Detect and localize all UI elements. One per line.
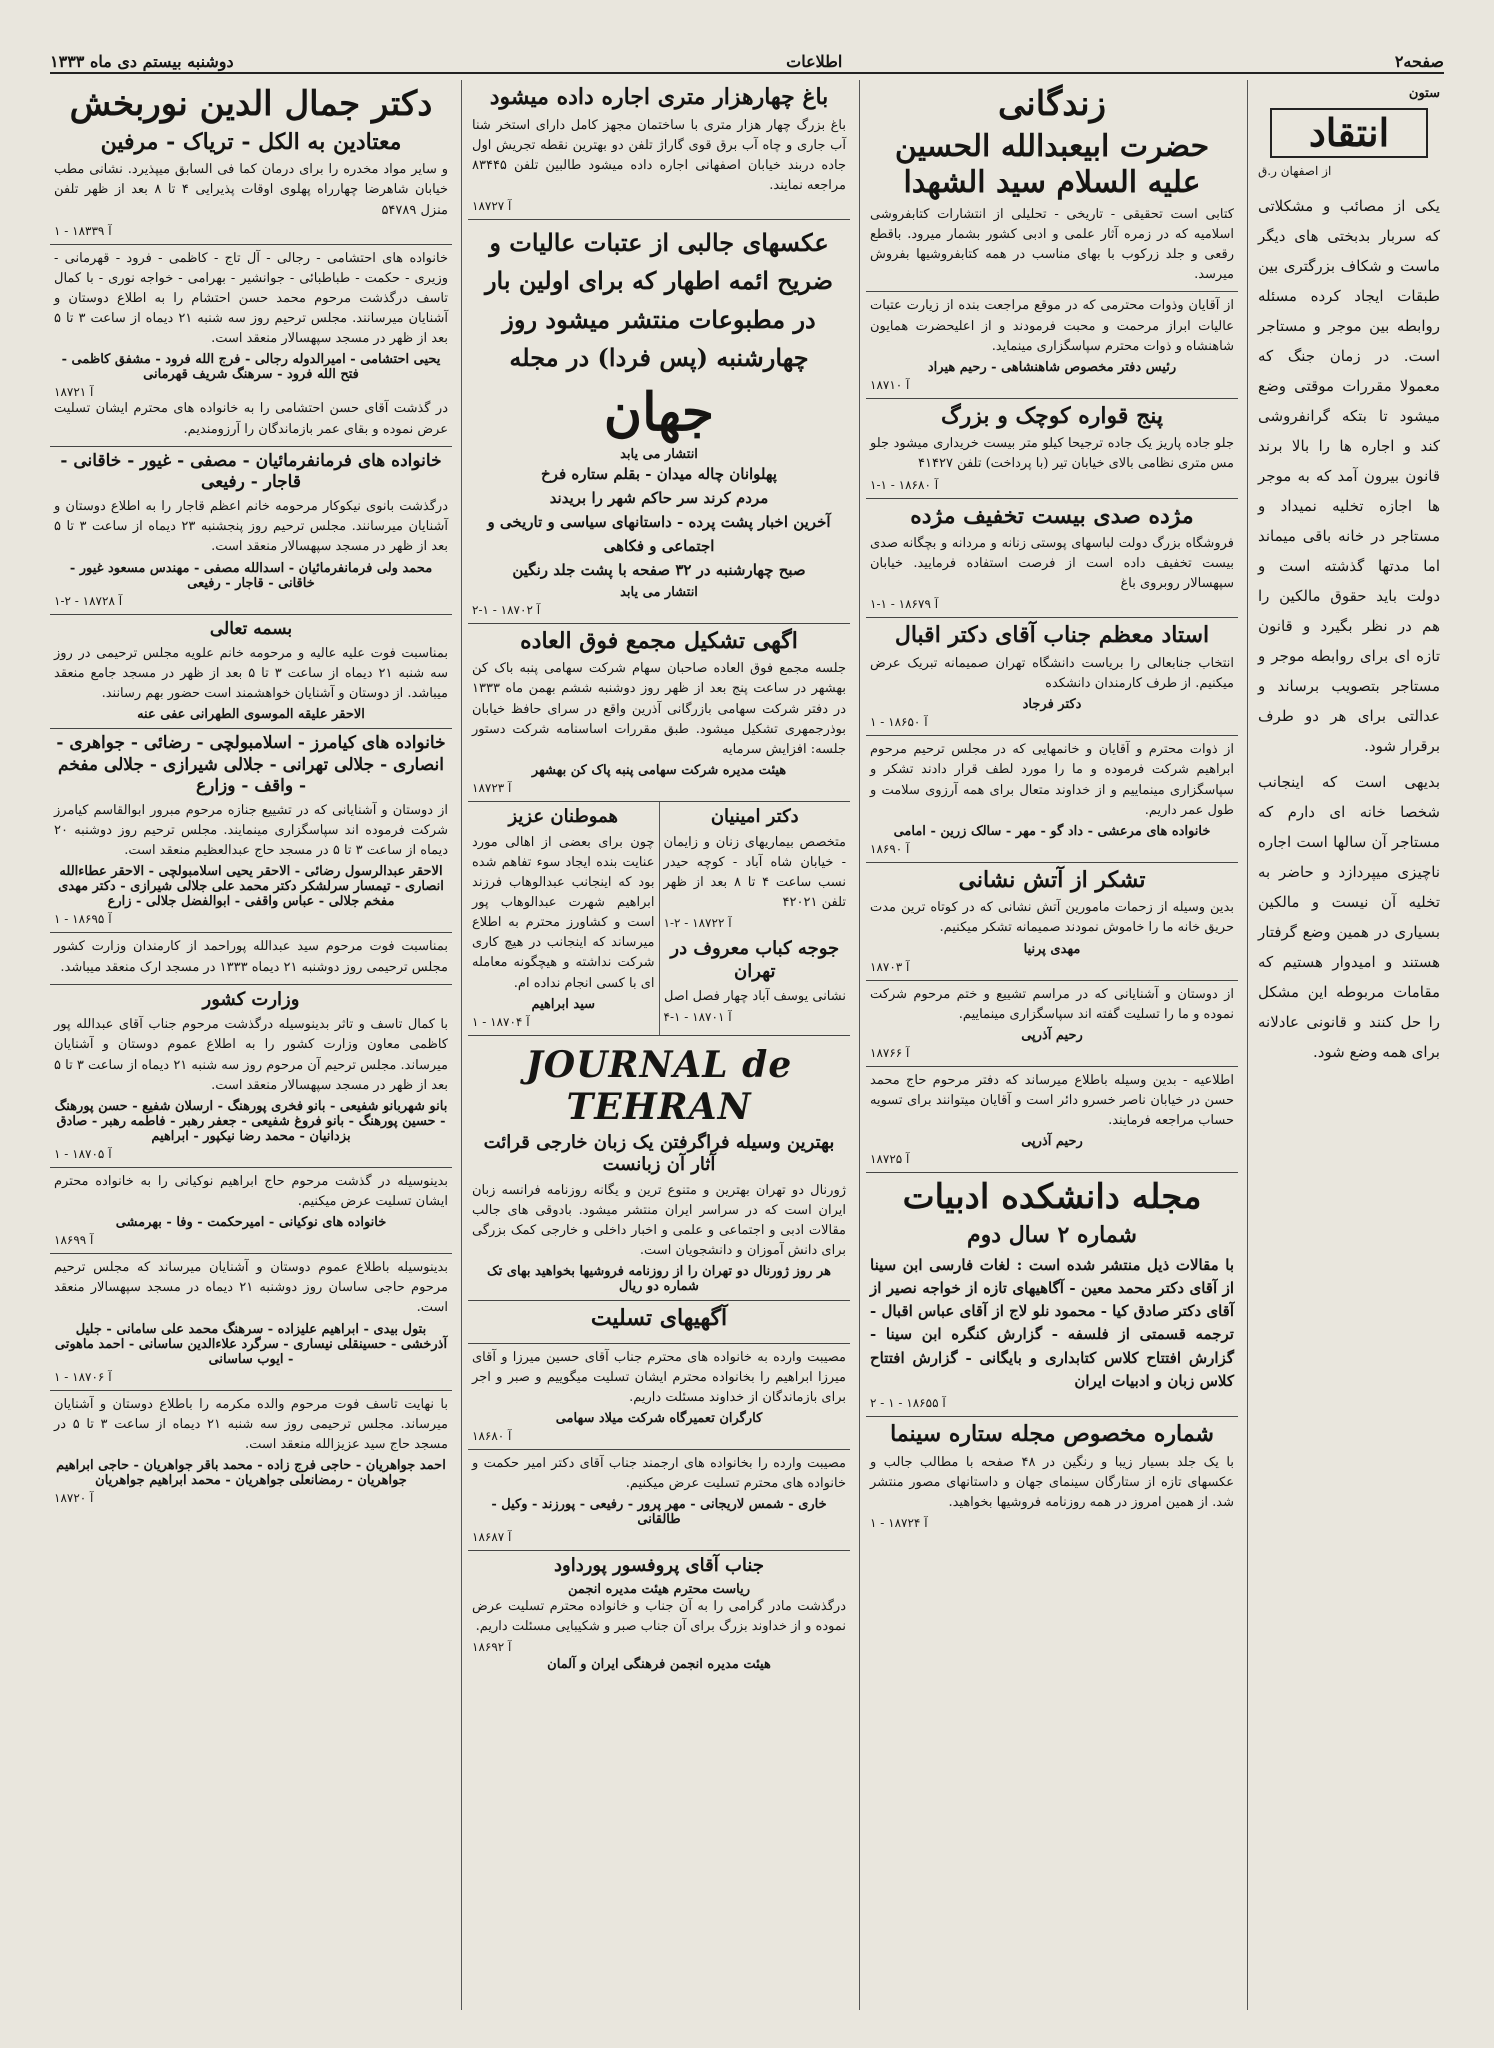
obituary-7-signature: بتول بیدی - ابراهیم علیزاده - سرهنگ محمد علی سامانی - جلیل آذرخشی - حسینقلی نیساری - سرگرد علاءالدین ساسانی - احمد ماهوتی - ایوب ساسانی [54,1321,448,1367]
obituary-5 [50,933,452,984]
book-name: حضرت ابیعبدالله الحسین علیه السلام سید الشهدا [894,128,1210,200]
obituary-1-note: در گذشت آقای حسن احتشامی را به خانواده های محترم ایشان تسلیت عرض نموده و بقای عمر بازماندگان را آرزومندیم. [54,401,448,437]
land-code: آ ۱۸۶۸۰ - ۱-۱ [870,477,939,492]
obituary-4-code: آ ۱۸۶۹۵ - ۱ [54,912,112,927]
magazine-body: با مقالات ذیل منتشر شده است : لغات فارسی ابن سینا از آقای دکتر محمد معین - آگاهیهای تازه از خواجه نصیر از آقای دکتر صادق کیا - محمود نلو لاج از آقای عباس اقبال - ترجمه قسمتی از فلسفه - گزارش کنگره ابن سینا - گزارش افتتاح کلاس کتابداری و بایگانی - گزارش افتتاح کلاس زبان و ادبیات ایران [870,1255,1234,1390]
obituary-1-body: خانواده های احتشامی - رجالی - آل تاج - کاظمی - فرود - قهرمانی - وزیری - حکمت - طباطبائی - جوانشیر - بهرامی - خواجه نوری - با کمال تاسف درگذشت مرحوم محمد حسن احتشام را به اطلاع دوستان و آشنایان میرسانند. مجلس ترحیم روز سه شنبه ۲۱ دیماه از ساعت ۳ تا ۵ بعد از ظهر در مسجد سپهسالار منعقد است. [54,250,448,347]
announcement-code: آ ۱۸۷۱۰ [870,377,910,392]
doctor-nourbakhsh-ad [50,80,452,245]
interior-ministry-ad [50,985,452,1168]
assembly-ad [468,624,850,802]
interior-ministry-body: با کمال تاسف و تاثر بدینوسیله درگذشت مرحوم جناب آقای عبدالله پور کاظمی معاون وزارت کشور را به اطلاع عموم دوستان و آشنایان میرساند. مجلس ترحیم آن مرحوم روز سه شنبه ۲۱ دیماه از ساعت ۳ تا ۵ بعد از ظهر در مسجد سپهسالار منعقد است. [54,1017,448,1093]
aminian-body: متخصص بیماریهای زنان و زایمان - خیابان شاه آباد - کوچه حیدر نسب ساعت ۴ تا ۸ بعد از ظهر تلفن ۴۲۰۲۱ [663,834,847,910]
condolence-3-title: جناب آقای پروفسور پورداود [554,1555,764,1577]
assembly-code: آ ۱۸۷۲۳ [472,781,512,796]
magazine-title: مجله دانشکده ادبیات [902,1177,1202,1218]
obituary-6-code: آ ۱۸۶۹۹ [54,1233,94,1248]
announcement-signature: رئیس دفتر مخصوص شاهنشاهی - رحیم هیراد [927,359,1177,375]
journal-body: ژورنال دو تهران بهترین و متنوع ترین و یگانه روزنامه فرانسه زبان ایران است که در سراسر ایران منتشر میشود. بادوقی های جالب مقالات ادبی و اجتماعی و علمی و اخبار داخلی و خارجی کمک بزرگی برای دانش آموزان و دانشجویان است. [472,1182,846,1259]
column-4 [50,80,452,2010]
condolence-3-body: درگذشت مادر گرامی را به آن جناب و خانواده محترم تسلیت عرض نموده و از خداوند بزرگ برای آن جناب صبر و شکیبایی مسئلت داریم. [472,1598,846,1635]
obituary-5-body: بمناسبت فوت مرحوم سید عبدالله پوراحمد از کارمندان وزارت کشور مجلس ترحیمی روز دوشنبه ۲۱ دیماه ۱۳۳۳ در مسجد ارک منعقد میباشد. [54,939,448,975]
garden-title: باغ چهارهزار متری اجاره داده میشود [489,84,829,110]
obituary-8-body: با نهایت تاسف فوت مرحوم والده مکرمه را باطلاع دوستان و آشنایان میرساند. مجلس ترحیمی روز سه شنبه ۲۱ دیماه از ساعت ۳ تا ۵ در مسجد حاج سید عزیزالله منعقد است. [54,1396,448,1452]
assembly-body: جلسه مجمع فوق العاده صاحبان سهام شرکت سهامی پنبه باک کن بهشهر در ساعت پنج بعد از ظهر روز دوشنبه ششم بهمن ماه ۱۳۳۳ در دفتر شرکت سهامی بازرگانی آذرین واقع در سرای حافظ خیابان بوذرجمهری تشکیل میشود. طبق مقررات اساسنامه شرکت دستور جلسه: افزایش سرمایه [472,661,846,757]
critique-text-2: بدیهی است که اینجانب شخصا خانه ای دارم که مستاجر آن سالها است اجاره ناچیزی میپردازد و حاضر به تخلیه آن نیست و مالکین بسیاری در همین وضع گرفتار هستند و امیدوار هستیم که مقامات مربوطه این مشکل را حل کنند و قانونی عادلانه برای همه وضع شود. [1258,772,1440,1061]
column-title: انتقاد [1270,108,1428,158]
critique-header [1254,80,1444,187]
condolence-2-signature: خاری - شمس لاریجانی - مهر پرور - رفیعی - پورزند - وکیل - طالقانی [491,1497,827,1528]
obituary-8 [50,1391,452,1511]
condolence-2-body: مصیبت وارده را بخانواده های ارجمند جناب آقای دکتر امیر حکمت و خانواده های محترم تسلیت عرض میکنیم. [472,1456,846,1492]
condolence-3 [468,1551,850,1678]
office-ad [866,1067,1238,1173]
assembly-signature: هیئت مدیره شرکت سهامی پنبه پاک کن بهشهر [531,763,787,779]
obituary-2-body: درگذشت بانوی نیکوکار مرحومه خانم اعظم قاجار را به اطلاع دوستان و آشنایان میرسانند. مجلس ترحیم روز پنجشنبه ۲۳ دیماه از ساعت ۳ تا ۵ بعد از ظهر در مسجد سپهسالار منعقد است. [54,499,448,555]
cinema-code: آ ۱۸۷۲۴ - ۱ [870,1516,928,1531]
kebab-code: آ ۱۸۷۰۱ - ۱-۴ [663,1010,732,1025]
thanks-signature: خانواده های مرعشی - داد گو - مهر - سالک زرین - امامی [893,823,1211,839]
compatriots-ad [468,802,659,1036]
small-ads-row [468,802,850,1036]
obituary-1 [50,245,452,447]
column-3 [461,80,850,2010]
page-number: صفحه۲ [1394,51,1444,71]
obituary-3-signature: الاحقر علیقه الموسوی الطهرانی عفی عنه [137,707,365,723]
condolence-2 [468,1450,850,1551]
book-desc: کتابی است تحقیقی - تاریخی - تحلیلی از انتشارات کتابفروشی اسلامیه که در زمره آثار علمی و ادبی کشور بشمار میرود. باقطع رقعی و جلد زرکوب با بهای مناسب در همه کتابفروشیها بفروش میرسد. [870,206,1234,283]
compatriots-title: هموطنان عزیز [508,806,619,828]
discount-title: مژده صدی بیست تخفیف مژده [910,502,1194,529]
congrats-ad [866,618,1238,736]
condolence-3-signature: هیئت مدیره انجمن فرهنگی ایران و آلمان [547,1657,771,1673]
land-body: جلو جاده پاریز یک جاده ترجیحا کیلو متر بیست خریداری میشود جلو مس متری نظامی بالای خیابان تیر (با پرداخت) تلفن ۴۱۴۲۷ [870,436,1234,472]
firefighter-code: آ ۱۸۷۰۳ [870,959,910,974]
kebab-body: نشانی یوسف آباد چهار فصل اصل [663,989,846,1005]
obituary-4 [50,729,452,933]
firefighter-signature: مهدی پرنیا [1023,941,1081,957]
doctor-specialty: معتادین به الکل - تریاک - مرفین [100,128,402,155]
issue-date: دوشنبه بیستم دی ماه ۱۳۳۳ [50,51,234,71]
condolence-1-signature: کارگران تعمیرگاه شرکت میلاد سهامی [555,1411,763,1427]
office-code: آ ۱۸۷۲۵ [870,1152,910,1167]
obituary-2 [50,447,452,615]
firefighter-body: بدین وسیله از زحمات مامورین آتش نشانی که در کوتاه ترین مدت حریق خانه ما را خاموش نمودند صمیمانه تشکر میکنیم. [870,900,1234,936]
condolence-ad-small [866,981,1238,1067]
obituary-4-body: از دوستان و آشنایانی که در تشییع جنازه مرحوم مبرور ابوالقاسم کیامرز شرکت فرموده اند سپاسگزاری مینمایند. مجلس ترحیم روز دوشنبه ۲۰ دیماه از ساعت ۳ تا ۵ در مسجد حاج عبدالعظیم منعقد است. [54,803,448,859]
announcement-text: از آقایان وذوات محترمی که در موقع مراجعت بنده از زیارت عتبات عالیات ابراز مرحمت و محبت فرمودند و از اعلیحضرت همایون شاهنشاه و ذوات محترم سپاسگزاری مینماید. [870,298,1234,354]
book-title: زندگانی [997,84,1107,124]
compatriots-body: چون برای بعضی از اهالی مورد عنایت بنده ایجاد سوء تفاهم شده بود که اینجانب عبدالوهاب فرزند ابراهیم شهرت عبدالوهاب پور است و کشاورز محترم به اطلاع میرساند که اینجانب در هیچ کاری شرکت نداشته و هیچگونه معامله ای با کسی انجام نداده ام. [472,834,655,991]
aminian-title: دکتر امینیان [710,806,799,828]
interior-ministry-code: آ ۱۸۷۰۵ - ۱ [54,1146,112,1161]
obituary-1-code: آ ۱۸۷۲۱ [54,385,94,400]
congrats-signature: دکتر فرجاد [1022,697,1082,713]
discount-code: آ ۱۸۶۷۹ - ۱-۱ [870,597,939,612]
critique-text: یکی از مصائب و مشکلاتی که سربار بدبختی های دیگر ماست و شکاف بزرگتری بین طبقات ایجاد کرده مسئله روابطه بین موجر و مستاجر است. در زمان جنگ که معمولا مقررات موقتی وضع میشود تا بتکه گرانفروشی کند و اجاره ها را بالا برند قانون بیرون آمد که به موجر ها اجازه تخلیه نمیداد و مستاجر در خانه باقی میماند اما مدتها گذشته است و دولت باید حقوق مالکین را هم در نظر بگیرد و قانون تازه ای برای روابطه موجر و مستاجر بتصویب برساند و عدالتی برای هر دو طرف برقرار شود. [1258,196,1440,755]
condolences-header [468,1301,850,1344]
column-label: ستون [1408,86,1440,101]
announcement-ad [866,292,1238,398]
obituary-4-title: خانواده های کیامرز - اسلامبولچی - رضائی - جواهری - انصاری - جلالی تهرانی - جلالی شیرازی - جلالی مفخم - واقف - وزارع [56,733,446,796]
land-title: پنج قواره کوچک و بزرگ [940,402,1164,429]
obituary-8-signature: احمد جواهریان - حاجی فرج زاده - محمد باقر جواهریان - حاجی ابراهیم جواهریان - رمضانعلی جواهریان - محمد ابراهیم جواهریان [56,1457,446,1488]
condolence-small-body: از دوستان و آشنایانی که در مراسم تشییع و ختم مرحوم شرکت نموده و ما را تسلیت گفته اند سپاسگزاری مینماییم. [870,986,1234,1022]
obituary-4-signature: الاحقر عبدالرسول رضائی - الاحقر یحیی اسلامبولچی - الاحقر عطاءالله انصاری - تیمسار سرلشکر دکتر محمد علی جلالی شیرازی - دکتر مهدی مفخم جلالی - عباس واقفی - ابوالفضل جلالی - زارع [58,864,444,910]
congrats-body: انتخاب جنابعالی را بریاست دانشگاه تهران صمیمانه تبریک عرض میکنیم. از طرف کارمندان دانشکده [870,655,1234,692]
condolence-small-code: آ ۱۸۷۶۶ [870,1045,910,1060]
condolence-1-body: مصیبت وارده به خانواده های محترم جناب آقای حسین میرزا و آقای میرزا ابراهیم را بخانواده محترم ایشان تسلیت میگوییم و صبر و اجر برای بازماندگان از خداوند مسئلت داریم. [472,1349,846,1405]
congrats-code: آ ۱۸۶۵۰ - ۱ [870,715,928,730]
condolence-small-signature: رحیم آذرپی [1021,1027,1083,1043]
doctor-name: دکتر جمال الدین نوربخش [69,84,433,124]
journal-subtitle: بهترین وسیله فراگرفتن یک زبان خارجی قرائت آثار آن زبانست [483,1131,835,1176]
interior-ministry-title: وزارت کشور [202,988,300,1010]
garden-body: باغ بزرگ چهار هزار متری با ساختمان مجهز کامل دارای استخر شنا آب جاری و چاه آب برق قوی گاراژ تلفن دو بهترین نقطه تجریش اول جاده دربند خیابان اصفهانی اجاره داده میشود طالبین تلفن ۸۳۴۴۵ مراجعه نمایند. [472,117,846,193]
garden-ad [468,80,850,220]
obituary-7-body: بدینوسیله باطلاع عموم دوستان و آشنایان میرساند که مجلس ترحیم مرحوم حاجی ساسان روز دوشنبه ۲۱ دیماه در مسجد سپهسالار منعقد است. [54,1260,448,1316]
magazine-code: آ ۱۸۶۵۵ - ۱ - ۲ [870,1396,946,1411]
garden-code: آ ۱۸۷۲۷ [472,199,512,214]
obituary-3-body: بمناسبت فوت علیه عالیه و مرحومه خانم علویه مجلس ترحیمی در روز سه شنبه ۲۱ دیماه از ساعت ۳ تا ۵ بعد از ظهر در مسجد جامع منعقد میباشد. از دوستان و آشنایان خواهشمند است حضور بهم رسانند. [54,645,449,702]
journal-de-tehran-ad [468,1036,850,1302]
condolence-3-code: آ ۱۸۶۹۲ [472,1640,512,1655]
condolence-1 [468,1344,850,1450]
congrats-title: استاد معظم جناب آقای دکتر اقبال [894,622,1210,649]
obituary-6-signature: خانواده های نوکیانی - امیرحکمت - وفا - بهرمشی [115,1215,387,1231]
magazine-issue: شماره ۲ سال دوم [967,1222,1137,1249]
jahan-publish-2: انتشار می یابد [620,584,698,600]
column-byline: از اصفهان ر.ق [1258,163,1332,178]
cinema-ad [866,1417,1238,1536]
doctor-aminian-ad [659,802,851,1036]
compatriots-code: آ ۱۸۷۰۴ - ۱ [472,1014,530,1029]
obituary-3 [50,615,452,730]
condolence-1-code: آ ۱۸۶۸۰ [472,1429,512,1444]
kebab-title: جوجه کباب معروف در تهران [670,938,840,982]
obituary-2-title: خانواده های فرمانفرمائیان - مصفی - غیور - خاقانی - قاجار - رفیعی [60,450,442,492]
aminian-code: آ ۱۸۷۲۲ - ۲-۱ [663,916,732,931]
thanks-ad [866,736,1238,863]
condolences-title: آگهیهای تسلیت [590,1305,728,1332]
masthead [50,50,1444,74]
doctor-body: و سایر مواد مخدره را برای درمان کما فی السابق میپذیرد. نشانی مطب خیابان شاهرضا چهارراه پهلوی اوقات پذیرایی ۴ تا ۸ بعد از ظهر تلفن منزل ۵۴۷۸۹ [54,162,448,218]
thanks-body: از ذوات محترم و آقایان و خانمهایی که در مجلس ترحیم مرحوم ابراهیم شرکت فرموده و ما را مورد لطف قرار دادند تشکر و سپاسگزاری مینماییم و از خداوند متعال برای همه آرزوی سلامت و طول عمر داریم. [870,742,1234,818]
obituary-2-code: آ ۱۸۷۲۸ - ۲-۱ [54,593,123,608]
condolence-3-subtitle: ریاست محترم هیئت مدیره انجمن [567,1581,750,1597]
jahan-publish: انتشار می یابد [620,446,698,462]
office-signature: رحیم آذرپی [1021,1134,1083,1150]
cinema-body: با یک جلد بسیار زیبا و رنگین در ۴۸ صفحه با مطالب جالب و عکسهای تازه از ستارگان سینمای جهان و داستانهای مصور منتشر شد. از همین امروز در همه روزنامه فروشیها بخواهید. [870,1454,1234,1510]
cinema-title: شماره مخصوص مجله ستاره سینما [890,1421,1214,1448]
discount-ad [866,499,1238,619]
jahan-code: آ ۱۸۷۰۲ - ۱-۲ [472,602,541,617]
obituary-7-code: آ ۱۸۷۰۶ - ۱ [54,1369,112,1384]
thanks-code: آ ۱۸۶۹۰ [870,841,910,856]
condolence-2-code: آ ۱۸۶۸۷ [472,1530,512,1545]
land-ad [866,399,1238,499]
jahan-lines: پهلوانان چاله میدان - بقلم ستاره فرخ مردم کرند سر حاکم شهر را بریدند آخرین اخبار پشت پرده - داستانهای سیاسی و تاریخی و اجتماعی و فکاهی صبح چهارشنبه در ۳۲ صفحه با پشت جلد رنگین [487,464,831,579]
critique-column [1247,80,1444,2010]
journal-footer: هر روز ژورنال دو تهران را از روزنامه فروشیها بخواهید بهای تک شماره دو ریال [486,1264,831,1295]
firefighter-title: تشکر از آتش نشانی [958,866,1146,893]
obituary-1-signature: یحیی احتشامی - امیرالدوله رجالی - فرج الله فرود - مشفق کاظمی - فتح الله فرود - سرهنگ شریف قهرمانی [61,352,441,383]
assembly-title: اگهی تشکیل مجمع فوق العاده [520,627,798,654]
column-2 [859,80,1238,2010]
discount-body: فروشگاه بزرگ دولت لباسهای پوستی زنانه و مردانه و بچگانه صدی بیست تخفیف داده است از فرصت استفاده فرمایید. خیابان سپهسالار روبروی باغ [870,536,1234,592]
interior-ministry-signature: بانو شهربانو شفیعی - بانو فخری پورهنگ - ارسلان شفیع - حسن پورهنگ - حسین پورهنگ - بانو فروغ شفیعی - جعفر رهبر - فاطمه رهبر - صادق بزدانیان - محمد رضا نیکپور - ابراهیم [54,1098,448,1144]
obituary-6 [50,1168,452,1254]
obituary-6-body: بدینوسیله در گذشت مرحوم حاج ابراهیم نوکیانی را به خانواده محترم ایشان تسلیت عرض میکنیم. [54,1173,448,1209]
doctor-code: آ ۱۸۳۳۹ - ۱ [54,223,112,238]
office-body: اطلاعیه - بدین وسیله باطلاع میرساند که دفتر مرحوم حاج محمد حسن در خیابان ناصر خسرو دائر است و آقایان میتوانند برای تسویه حساب مراجعه فرمایند. [870,1072,1234,1129]
firefighter-ad [866,863,1238,981]
jahan-logo: جهان [603,381,715,443]
magazine-ad [866,1173,1238,1417]
journal-title: JOURNAL de TEHRAN [525,1043,793,1128]
obituary-7 [50,1254,452,1390]
jahan-intro: عکسهای جالبی از عتبات عالیات و ضریح ائمه اطهار که برای اولین بار در مطبوعات منتشر میشود روز چهارشنبه (پس فردا) در مجله [484,228,834,373]
obituary-3-head: بسمه تعالی [209,618,293,639]
critique-body [1254,187,1444,1073]
jahan-magazine-ad [468,220,850,624]
paper-name: اطلاعات [786,51,843,71]
book-ad [866,80,1238,292]
obituary-2-signature: محمد ولی فرمانفرمائیان - اسدالله مصفی - مهندس مسعود غیور - خاقانی - قاجار - رفیعی [69,560,433,591]
compatriots-signature: سید ابراهیم [531,996,596,1012]
obituary-8-code: آ ۱۸۷۲۰ [54,1490,94,1505]
